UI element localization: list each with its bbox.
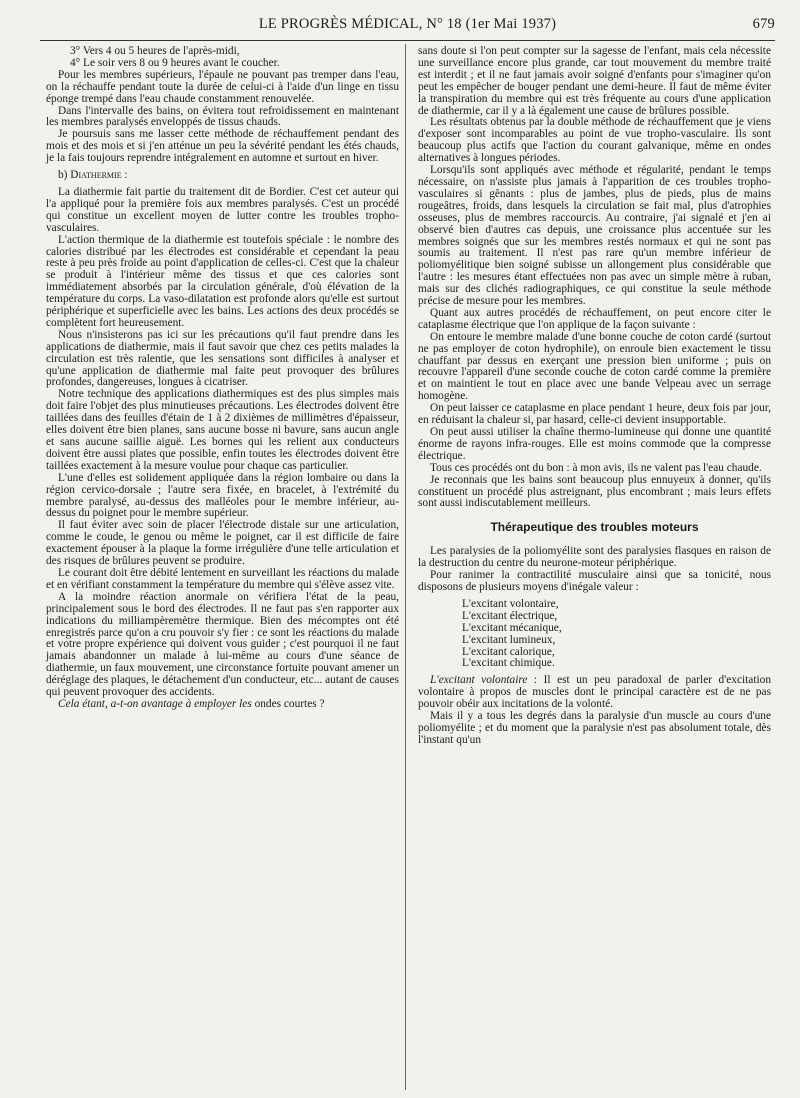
paragraph: On peut laisser ce cataplasme en place pendant 1 heure, deux fois par jour, en réduisant la chaleur si, par hasard, celle-ci devient insupportable. bbox=[418, 402, 771, 427]
paragraph: La diathermie fait partie du traitement dit de Bordier. C'est cet auteur qui l'a appliqué pour la première fois aux membres paralysés. C'est un procédé qui constitue un excellent moyen de lutter contre les troubles tropho-vasculaires. bbox=[46, 185, 399, 234]
paragraph bbox=[418, 675, 771, 711]
paragraph: L'action thermique de la diathermie est toutefois spéciale : le nombre des calories distribué par les électrodes est considérable et cependant la peau reste à peu près froide au point d'application de celles-ci. C'est que la chaleur se produit à l'intérieur même des tissus et que ces calories sont immédiatement absorbés par la circulation générale, d'où élévation de la température du corps. La vaso-dilatation est profonde alors qu'elle est surtout périphérique et superficielle avec les bains. Les actions des deux procédés se complètent fort heureusement. bbox=[46, 233, 399, 329]
running-header bbox=[40, 16, 775, 38]
paragraph: On entoure le membre malade d'une bonne couche de coton cardé (surtout ne pas employer de coton hydrophile), on enroule bien exactement le tissu chauffant par dessus en exerçant une pression bien uniforme ; puis on recouvre l'appareil d'une seconde couche de coton cardé comme la première et on maintient le tout en place avec une bande Velpeau avec un serrage homogène. bbox=[418, 330, 771, 403]
journal-title: LE PROGRÈS MÉDICAL, N° 18 (1er Mai 1937) bbox=[258, 16, 557, 32]
list-item: L'excitant chimique. bbox=[462, 657, 555, 670]
paragraph: A la moindre réaction anormale on vérifiera l'état de la peau, principalement sous le bord des électrodes. Il ne faut pas s'en rapporter aux indications du milliampèremètre thermique. Bien des mécomptes ont été enregistrés parce qu'on a cru pouvoir s'y fier : ce sont les réactions du malade et votre propre expérience qui doivent vous guider ; c'est pourquoi il ne faut jamais abandonner un malade à lui-même au cours d'une séance de diathermie, un faux mouvement, une circonstance fortuite pouvant amener un déréglage des plaques, le détachement d'un conducteur, etc... autant de causes qui peuvent provoquer des accidents. bbox=[46, 590, 399, 699]
page-number: 679 bbox=[752, 16, 775, 32]
list-item: L'excitant lumineux, bbox=[462, 633, 556, 646]
paragraph: Je reconnais que les bains sont beaucoup plus ennuyeux à donner, qu'ils constituent un procédé plus astreignant, plus encombrant ; mais leurs effets sont aussi indiscutablement meilleurs. bbox=[418, 473, 771, 510]
italic-term: L'excitant volontaire bbox=[430, 674, 528, 687]
paragraph-end: ondes courtes ? bbox=[251, 697, 325, 710]
list-item: L'excitant volontaire, bbox=[462, 597, 559, 610]
list-item: L'excitant mécanique, bbox=[462, 621, 562, 634]
left-column bbox=[46, 46, 399, 711]
section-title: Diathermie : bbox=[70, 169, 128, 182]
section-heading bbox=[46, 170, 399, 182]
header-rule bbox=[40, 40, 775, 41]
italic-question: Cela étant, a-t-on avantage à employer les bbox=[58, 697, 252, 710]
list-item: L'excitant calorique, bbox=[462, 645, 555, 658]
paragraph: Lorsqu'ils sont appliqués avec méthode et régularité, pendant le temps nécessaire, on n'assiste plus jamais à l'apparition de ces troubles tropho-vasculaires si gênants : plus de jambes, plus de pieds, plus de mains rougeâtres, froids, dans lesquels la circulation se fait mal, plus d'atrophies osseuses, plus de membres raccourcis. Au contraire, j'ai signalé et j'en ai observé bien d'autres cas depuis, une croissance plus accentuée sur les membres soignés que sur les membres restés normaux et qui ne sont pas soumis au traitement. Il n'est pas rare qu'un membre inférieur de poliomyélitique bien soigné subisse un allongement plus considérable que l'autre : les mesures étant effectuées non pas avec un simple mètre à ruban, mais sur des clichés radiographiques, ce qui constitue la seule méthode précise de mesure pour les membres. bbox=[418, 164, 771, 308]
paragraph: Il faut éviter avec soin de placer l'électrode distale sur une articulation, comme le coude, le genou ou même le poignet, car il est difficile de faire exactement épouser à la plaque la forme irrégulière d'une telle articulation et des risques de brûlures peuvent se produire. bbox=[46, 519, 399, 568]
paragraph: Pour les membres supérieurs, l'épaule ne pouvant pas tremper dans l'eau, on la réchauffe pendant toute la durée de celui-ci à l'aide d'un linge en tissu éponge trempé dans l'eau chaude constamment renouvelée. bbox=[46, 68, 399, 105]
section-heading: Thérapeutique des troubles moteurs bbox=[490, 520, 699, 535]
paragraph: Le courant doit être débité lentement en surveillant les réactions du malade et en vérifiant constamment la température du membre qui s'élève assez vite. bbox=[46, 566, 399, 591]
paragraph: Mais il y a tous les degrés dans la paralysie d'un muscle au cours d'une poliomyélite ; et du moment que la paralysie n'est pas absolument totale, dès l'instant qu'un bbox=[418, 710, 771, 746]
list-item: 4° Le soir vers 8 ou 9 heures avant le coucher. bbox=[70, 56, 280, 69]
paragraph: L'une d'elles est solidement appliquée dans la région lombaire ou dans la région cervico-dorsale ; l'autre sera fixée, en bracelet, à l'extrémité du membre paralysé, au-dessus des malléoles pour le membre inférieur, au-dessus du poignet pour le membre supérieur. bbox=[46, 471, 399, 520]
column-divider bbox=[405, 44, 406, 1090]
paragraph: Les paralysies de la poliomyélite sont des paralysies flasques en raison de la destruction du centre du neurone-moteur périphérique. bbox=[418, 545, 771, 570]
paragraph bbox=[46, 699, 399, 711]
list-item: L'excitant électrique, bbox=[462, 609, 558, 622]
section-prefix: b) bbox=[58, 169, 71, 182]
paragraph: Les résultats obtenus par la double méthode de réchauffement que je viens d'exposer sont incomparables au point de vue tropho-vasculaire. Ils sont beaucoup plus actifs que l'action du courant galvanique, même en ondes alternatives à longues périodes. bbox=[418, 116, 771, 165]
paragraph-rest: : Il est un peu paradoxal de parler d'excitation volontaire à propos de muscles dont le principal caractère est de ne pas pouvoir obéir aux incitations de la volonté. bbox=[418, 674, 771, 711]
paragraph: sans doute si l'on peut compter sur la sagesse de l'enfant, mais cela nécessite une surveillance encore plus grande, car tout mouvement du membre traité est interdit ; et il ne faut jamais avoir soigné d'enfants pour s'imaginer qu'on peut les empêcher de bouger pendant une demi-heure. Il faut de même éviter la transpiration du membre qui est très fréquente au cours d'une application de diathermie, car il y a là également une cause de brûlures possible. bbox=[418, 45, 771, 117]
list-item: 3° Vers 4 ou 5 heures de l'après-midi, bbox=[70, 45, 240, 57]
right-column bbox=[418, 46, 771, 747]
paragraph: Quant aux autres procédés de réchauffement, on peut encore citer le cataplasme électrique que l'on applique de la façon suivante : bbox=[418, 306, 771, 331]
paragraph: On peut aussi utiliser la chaîne thermo-lumineuse qui donne une quantité énorme de rayons infra-rouges. Elle est moins commode que la compresse électrique. bbox=[418, 426, 771, 462]
paragraph: Je poursuis sans me lasser cette méthode de réchauffement pendant des mois et des mois et si j'en atténue un peu la sévérité pendant les étés chauds, je la fais toujours reprendre intégralement en automne et surtout en hiver. bbox=[46, 128, 399, 165]
paragraph: Tous ces procédés ont du bon : à mon avis, ils ne valent pas l'eau chaude. bbox=[430, 461, 762, 474]
paragraph: Pour ranimer la contractilité musculaire ainsi que sa tonicité, nous disposons de plusieurs moyens d'inégale valeur : bbox=[418, 569, 771, 593]
paragraph: Nous n'insisterons pas ici sur les précautions qu'il faut prendre dans les applications de diathermie, mais il faut savoir que chez ces petits malades la circulation est très ralentie, que les sensations sont difficiles à analyser et qu'une application de diathermie mal faite peut provoquer des brûlures profondes, dangereuses, longues à cicatriser. bbox=[46, 328, 399, 389]
paragraph: Dans l'intervalle des bains, on évitera tout refroidissement en maintenant les membres paralysés enveloppés de tissus chauds. bbox=[46, 104, 399, 129]
paragraph: Notre technique des applications diathermiques est des plus simples mais doit faire l'objet des plus minutieuses précautions. Les électrodes doivent être taillées dans des feuilles d'étain de 1 à 2 dixièmes de millimètres d'épaisseur, elles doivent être bien planes, sans aucune bosse ni bavure, sans aucun angle et sans aucune saillie aiguë. Les bornes qui les relient aux conducteurs doivent être aussi plates que possible, enfin toutes les électrodes doivent être taillées exactement à la mesure voulue pour chaque cas particulier. bbox=[46, 388, 399, 472]
